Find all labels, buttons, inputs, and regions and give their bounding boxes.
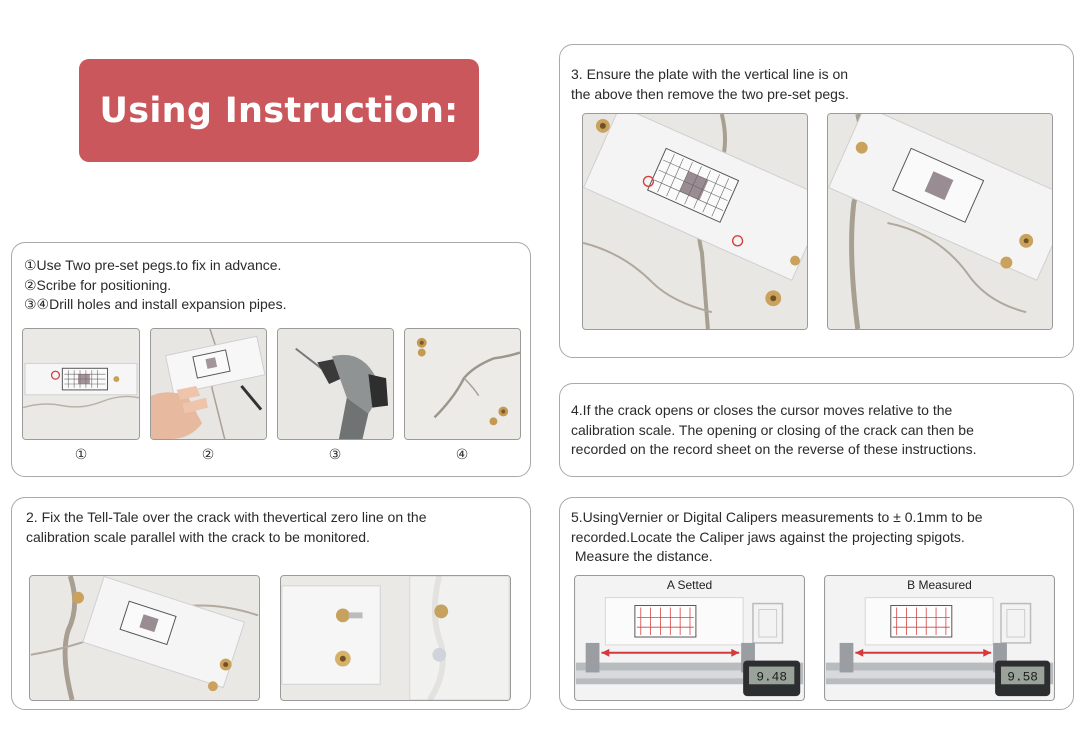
step2-photo-spigots bbox=[280, 575, 511, 701]
title-banner bbox=[79, 59, 479, 162]
step3-photo-after bbox=[827, 113, 1053, 330]
step1-line-3: ③④Drill holes and install expansion pipes. bbox=[24, 296, 287, 312]
step4-line-1: 4.If the crack opens or closes the cursor moves relative to the bbox=[571, 402, 953, 418]
page-title: Using Instruction: bbox=[99, 90, 459, 131]
step5-panel bbox=[559, 497, 1074, 710]
step5-text bbox=[571, 508, 983, 567]
step3-text bbox=[571, 65, 849, 104]
step1-label-3: ③ bbox=[328, 447, 342, 463]
step4-line-3: recorded on the record sheet on the reverse of these instructions. bbox=[571, 441, 977, 457]
caption-a: A Setted bbox=[666, 578, 713, 592]
step5-photo-a bbox=[574, 575, 805, 701]
step1-line-1: ①Use Two pre-set pegs.to fix in advance. bbox=[24, 257, 282, 273]
step3-line-1: 3. Ensure the plate with the vertical line is on bbox=[571, 66, 849, 82]
step3-line-2: the above then remove the two pre-set pegs. bbox=[571, 85, 849, 102]
step5-photo-b bbox=[824, 575, 1055, 701]
step1-photo-anchors bbox=[404, 328, 521, 440]
step1-label-2: ② bbox=[201, 447, 215, 463]
step1-photo-pegs bbox=[22, 328, 140, 440]
caption-b: B Measured bbox=[907, 578, 972, 592]
step2-panel bbox=[11, 497, 531, 710]
step3-panel bbox=[559, 44, 1074, 358]
step1-text bbox=[24, 256, 286, 315]
step1-line-2: ②Scribe for positioning. bbox=[24, 276, 172, 293]
step5-line-1: 5.UsingVernier or Digital Calipers measurements to ± 0.1mm to be bbox=[571, 509, 983, 525]
step1-label-1: ① bbox=[74, 447, 88, 463]
step1-photo-scribe bbox=[150, 328, 267, 440]
readout-a: 9.48 bbox=[756, 669, 788, 685]
step2-line-2: calibration scale parallel with the crack to be monitored. bbox=[26, 528, 370, 545]
step2-line-1: 2. Fix the Tell-Tale over the crack with thevertical zero line on the bbox=[26, 509, 427, 525]
step3-photo-before bbox=[582, 113, 808, 330]
step1-photo-drill bbox=[277, 328, 394, 440]
step4-text bbox=[571, 401, 976, 460]
step4-panel bbox=[559, 383, 1074, 477]
step1-panel bbox=[11, 242, 531, 477]
step2-photo-teltale bbox=[29, 575, 260, 701]
step5-line-3: Measure the distance. bbox=[571, 548, 713, 564]
step5-line-2: recorded.Locate the Caliper jaws against the projecting spigots. bbox=[571, 528, 965, 545]
step1-label-4: ④ bbox=[455, 447, 469, 463]
step2-text bbox=[26, 508, 426, 547]
readout-b: 9.58 bbox=[1007, 669, 1039, 685]
step4-line-2: calibration scale. The opening or closing of the crack can then be bbox=[571, 421, 974, 438]
